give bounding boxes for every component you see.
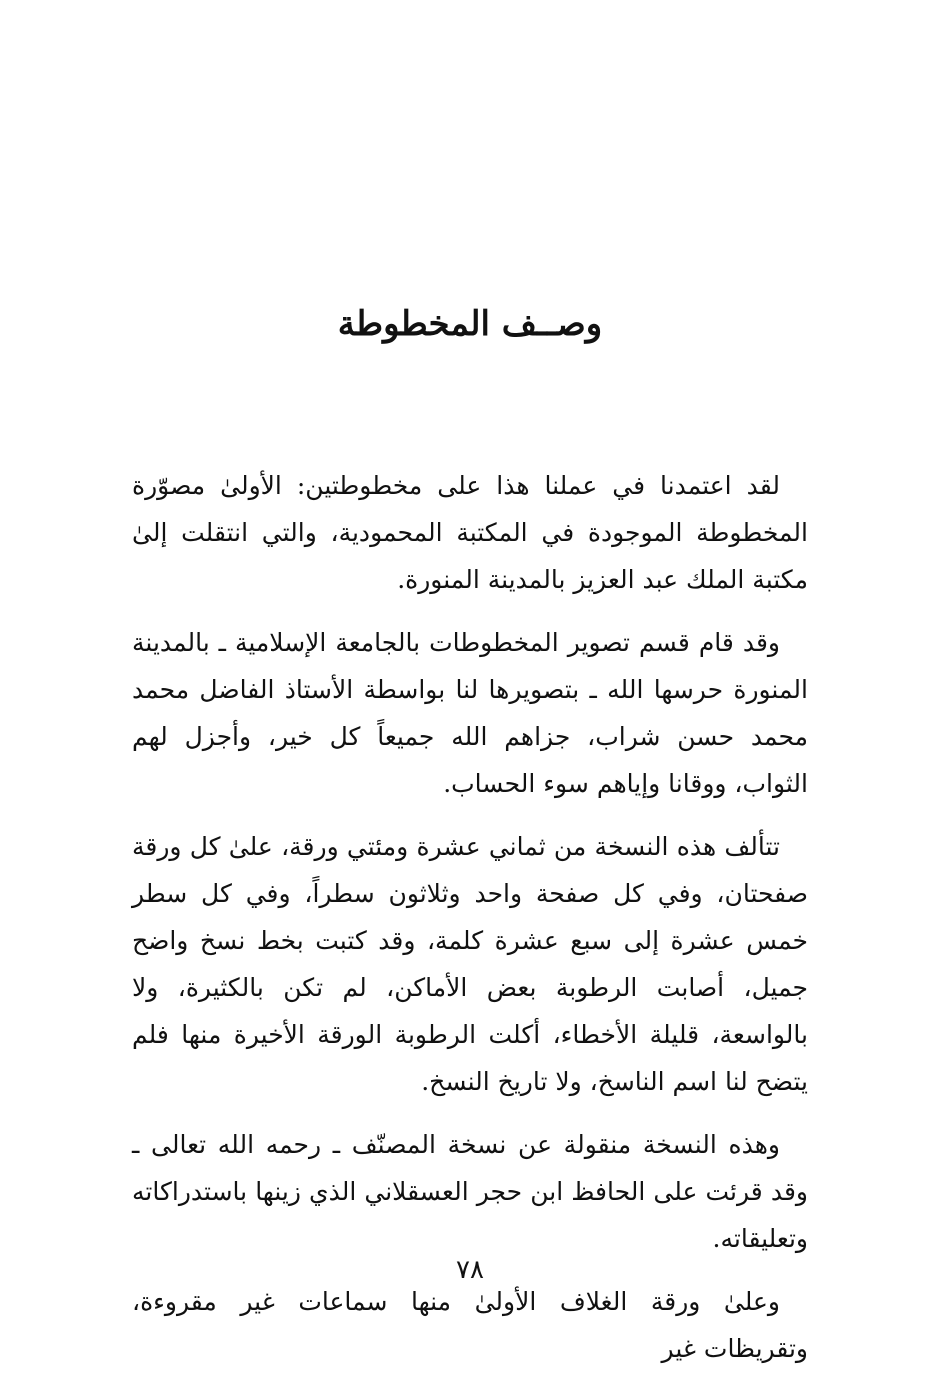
page-number: ٧٨ xyxy=(456,1255,484,1285)
paragraph-2: وقد قام قسم تصوير المخطوطات بالجامعة الإسلامية ـ بالمدينة المنورة حرسها الله ـ بتصويرها لنا بواسطة الأستاذ الفاضل محمد محمد حسن شراب، جزاهم الله جميعاً كل خير، وأجزل لهم الثواب، ووقانا وإياهم سوء الحساب. xyxy=(132,628,808,798)
paragraph-1: لقد اعتمدنا في عملنا هذا على مخطوطتين: الأولىٰ مصوّرة المخطوطة الموجودة في المكتبة المحمودية، والتي انتقلت إلىٰ مكتبة الملك عبد العزيز بالمدينة المنورة. xyxy=(132,471,808,594)
paragraph-4: وهذه النسخة منقولة عن نسخة المصنّف ـ رحمه الله تعالى ـ وقد قرئت على الحافظ ابن حجر العسقلاني الذي زينها باستدراكاته وتعليقاته. xyxy=(132,1130,808,1253)
paragraph-3: تتألف هذه النسخة من ثماني عشرة ومئتي ورقة، علىٰ كل ورقة صفحتان، وفي كل صفحة واحد وثلاثون سطراً، وفي كل سطر خمس عشرة إلى سبع عشرة كلمة، وقد كتبت بخط نسخ واضح جميل، أصابت الرطوبة بعض الأماكن، لم تكن بالكثيرة، ولا بالواسعة، قليلة الأخطاء، أكلت الرطوبة الورقة الأخيرة منها فلم يتضح لنا اسم الناسخ، ولا تاريخ النسخ. xyxy=(132,832,808,1096)
paragraph-5: وعلىٰ ورقة الغلاف الأولىٰ منها سماعات غير مقروءة، وتقريظات غير xyxy=(132,1287,808,1363)
section-title: وصــف المخطوطة xyxy=(337,303,603,344)
